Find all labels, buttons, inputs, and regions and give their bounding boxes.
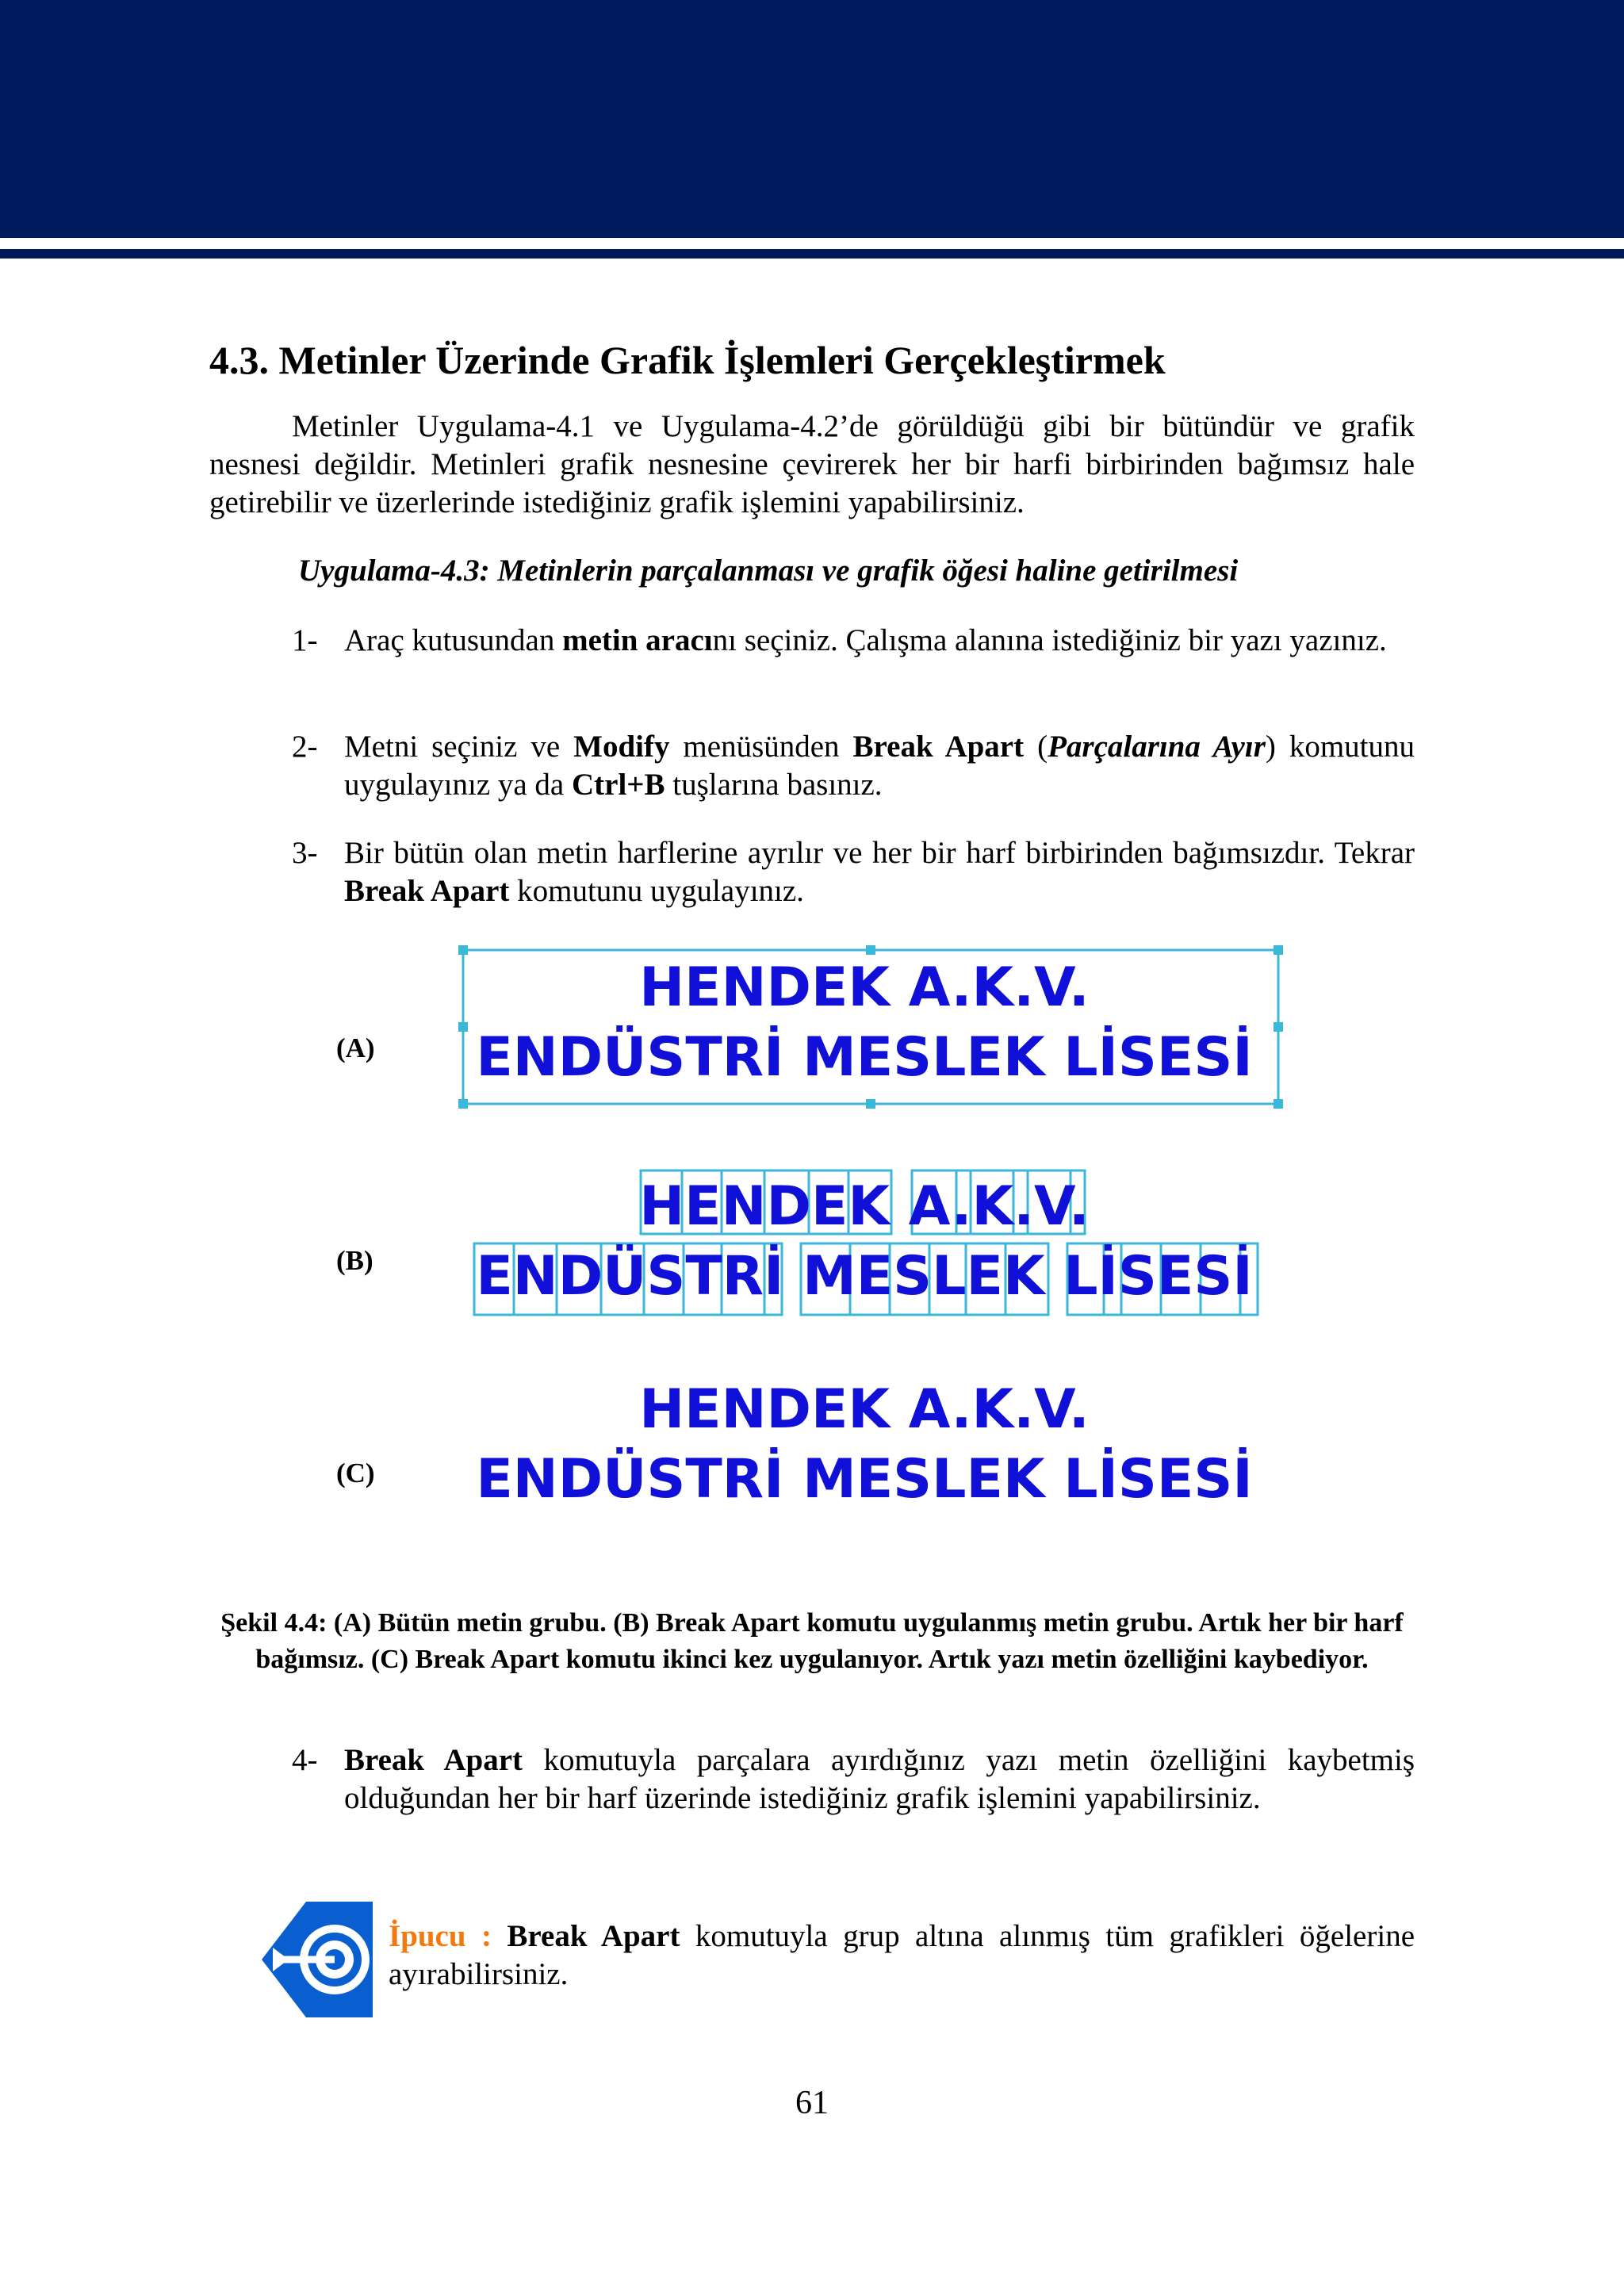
step-number: 2-	[292, 730, 318, 764]
step-text-bold-italic: Parçalarına Ayır	[1048, 730, 1266, 764]
step-text-part: komutuyla parçalara ayırdığınız yazı metin özelliğini kaybetmiş olduğundan her bir harf üzerinde istediğiniz grafik işlemini yapabilirsiniz.	[344, 1743, 1415, 1815]
step-text-part: tuşlarına basınız.	[665, 768, 883, 802]
application-title: Uygulama-4.3: Metinlerin parçalanması ve grafik öğesi haline getirilmesi	[298, 554, 1239, 588]
step-text-part: Metni seçiniz ve	[344, 730, 574, 764]
figure-caption: Şekil 4.4: (A) Bütün metin grubu. (B) Break Apart komutu uygulanmış metin grubu. Artık her bir harf bağımsız. (C) Break Apart komutu ikinci kez uygulanıyor. Artık yazı metin özelliğini kaybediyor.	[220, 1608, 1404, 1674]
step-3	[292, 834, 1415, 910]
figure-label-b: (B)	[336, 1245, 373, 1276]
page-number: 61	[795, 2085, 829, 2121]
figure-line-1: HENDEK A.K.V.	[639, 1175, 1090, 1238]
tip-text	[389, 1917, 1415, 1994]
figure-line-1: HENDEK A.K.V.	[639, 1378, 1090, 1441]
step-text	[344, 1741, 1415, 1818]
step-text-part: Araç kutusundan	[344, 623, 563, 657]
header-band	[0, 0, 1624, 238]
tip-bold: Break Apart	[507, 1919, 680, 1953]
step-number: 3-	[292, 836, 318, 870]
step-text-part: ) komutunu uygulayınız ya da	[344, 730, 1415, 802]
figure-a-text	[444, 956, 1285, 1089]
step-text-bold: Break Apart	[344, 1743, 523, 1777]
figure-b-text	[444, 1175, 1285, 1308]
step-text-part: nı seçiniz. Çalışma alanına istediğiniz bir yazı yazınız.	[712, 623, 1387, 657]
step-4	[292, 1741, 1415, 1818]
figure-label-c: (C)	[336, 1458, 375, 1488]
figure-line-2: ENDÜSTRİ MESLEK LİSESİ	[476, 1448, 1253, 1511]
intro-paragraph: Metinler Uygulama-4.1 ve Uygulama-4.2’de görüldüğü gibi bir bütündür ve grafik nesnesi değildir. Metinleri grafik nesnesine çevirerek her bir harfi birbirinden bağımsız hale getirebilir ve üzerlerinde istediğiniz grafik işlemini yapabilirsiniz.	[209, 409, 1415, 519]
step-1	[292, 622, 1415, 660]
step-text-bold: Modify	[573, 730, 670, 764]
figure-line-2: ENDÜSTRİ MESLEK LİSESİ	[476, 1245, 1253, 1308]
tip-label: İpucu :	[389, 1919, 492, 1953]
step-text	[344, 622, 1415, 660]
step-text-bold: Break Apart	[852, 730, 1025, 764]
figure-c-text	[444, 1378, 1285, 1511]
target-arrow-icon	[262, 1902, 373, 2017]
step-text-bold: Break Apart	[344, 874, 510, 908]
step-text-part: Bir bütün olan metin harflerine ayrılır ve her bir harf birbirinden bağımsızdır. Tekrar	[344, 836, 1415, 870]
figure-label-a: (A)	[336, 1032, 375, 1063]
step-text	[344, 834, 1415, 910]
step-text-bold: Ctrl+B	[572, 768, 665, 802]
step-number: 1-	[292, 623, 318, 657]
step-text-part: (	[1024, 730, 1048, 764]
header-rule	[0, 249, 1624, 259]
figure-line-2: ENDÜSTRİ MESLEK LİSESİ	[476, 1026, 1253, 1089]
step-text-bold: metin aracı	[562, 623, 713, 657]
step-text	[344, 728, 1415, 804]
figure-line-1: HENDEK A.K.V.	[639, 956, 1090, 1019]
step-number: 4-	[292, 1743, 318, 1777]
step-text-part: menüsünden	[669, 730, 853, 764]
step-2	[292, 728, 1415, 804]
section-title: 4.3. Metinler Üzerinde Grafik İşlemleri Gerçekleştirmek	[209, 338, 1166, 382]
step-text-part: komutunu uygulayınız.	[509, 874, 804, 908]
tip-body: komutuyla grup altına alınmış tüm grafikleri öğelerine ayırabilirsiniz.	[389, 1919, 1415, 1991]
